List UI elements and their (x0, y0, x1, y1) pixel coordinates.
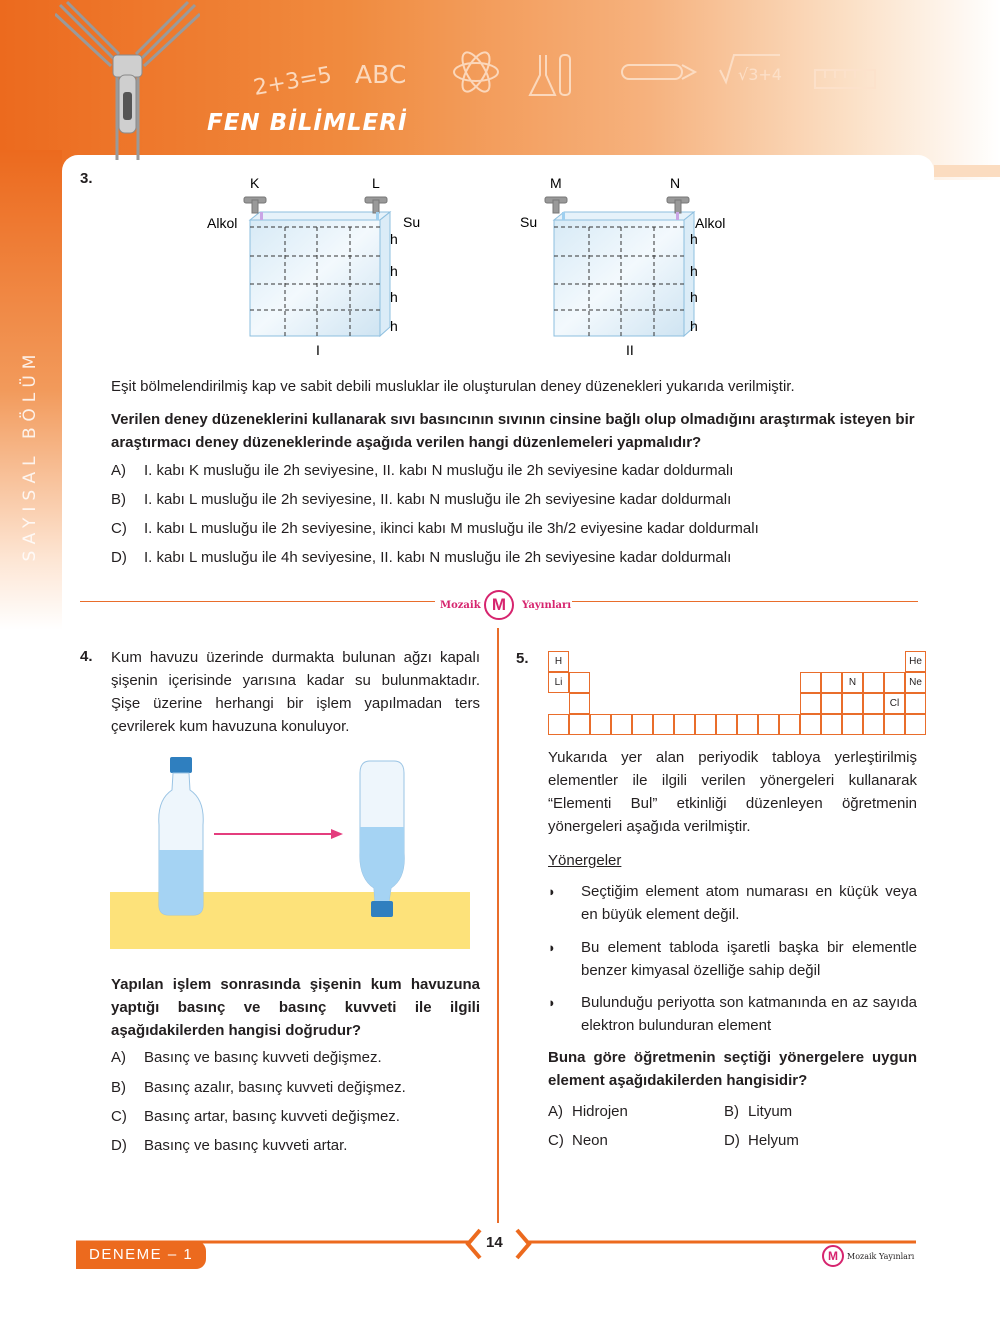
element-cell (842, 714, 863, 735)
level-h: h (390, 289, 398, 305)
element-cell (548, 714, 569, 735)
science-doodles (250, 50, 890, 110)
bullet-icon: ◗ (548, 884, 556, 899)
doodle-abc: ABC (355, 60, 407, 89)
liquid-alkol-2: Alkol (695, 215, 726, 231)
level-h: h (690, 231, 698, 247)
tap-L: L (372, 175, 380, 191)
tap-N: N (670, 175, 681, 191)
q5-intro: Yukarıda yer alan periyodik tabloya yerleştirilmiş elementler ile ilgili verilen yönergeleri kullanarak “Elementi Bul” etkinliği düzenleyen öğretmenin yönergeleri aşağıda verilmiştir. (548, 749, 917, 835)
q3-option-c[interactable]: C) I. kabı L musluğu ile 2h seviyesine, ikinci kabı M musluğu ile 3h/2 eviyesine kadar doldurmalı (111, 520, 759, 537)
element-cell (800, 693, 821, 714)
element-cell-n: N (842, 672, 863, 693)
tap-M: M (550, 175, 562, 191)
q4-option-a[interactable]: A) Basınç ve basınç kuvveti değişmez. (111, 1049, 382, 1066)
level-h: h (690, 289, 698, 305)
level-h: h (690, 263, 698, 279)
page-number: 14 (486, 1234, 503, 1251)
element-cell (905, 714, 926, 735)
subject-title: FEN BİLİMLERİ (207, 110, 408, 136)
roman-I: I (316, 342, 320, 358)
tap-K: K (250, 175, 260, 191)
guideline-2: Bu element tabloda işaretli başka bir elementle benzer kimyasal özelliğe sahip değil (581, 939, 917, 979)
element-cell (863, 693, 884, 714)
element-cell (884, 714, 905, 735)
setup-2-container (520, 175, 725, 358)
q3-question: Verilen deney düzeneklerini kullanarak sıvı basıncının sıvının cinsine bağlı olup olmadığını araştırmak isteyen bir araştırmacı deney düzeneklerinde aşağıda verilen hangi düzenlemeleri yapmalıdır? (111, 411, 915, 451)
q4-intro: Kum havuzu üzerinde durmakta bulunan ağzı kapalı şişenin içerisinde yarısına kadar su bulunmaktadır. Şişe üzerine herhangi bir işlem yapılmadan ters çevrilerek kum havuzuna konuluyor. (111, 649, 480, 735)
liquid-su-2: Su (520, 214, 538, 230)
element-cell (758, 714, 779, 735)
q5-option-a[interactable]: A) Hidrojen (548, 1103, 628, 1120)
element-cell (590, 714, 611, 735)
zipper-illustration (55, 0, 200, 165)
bottle-figure (110, 755, 472, 950)
element-cell-ne: Ne (905, 672, 926, 693)
q5-option-b[interactable]: B) Lityum (724, 1103, 793, 1120)
divider-left (80, 601, 435, 602)
section-label: SAYISAL BÖLÜM (20, 348, 40, 562)
q3-option-d[interactable]: D) I. kabı L musluğu ile 4h seviyesine, II. kabı N musluğu ile 2h seviyesine kadar doldurmalı (111, 549, 732, 566)
guidelines-title: Yönergeler (548, 852, 622, 869)
level-h: h (690, 318, 698, 334)
question-5-number: 5. (516, 650, 529, 667)
q3-option-a[interactable]: A) I. kabı K musluğu ile 2h seviyesine, II. kabı N musluğu ile 2h seviyesine kadar doldurmalı (111, 462, 734, 479)
element-cell (779, 714, 800, 735)
doodle-sqrt: √3+4 (738, 65, 782, 84)
level-h: h (390, 263, 398, 279)
divider-right (572, 601, 918, 602)
element-cell (632, 714, 653, 735)
roman-II: II (626, 342, 634, 358)
q4-question: Yapılan işlem sonrasında şişenin kum havuzuna yaptığı basınç ve basınç kuvveti ile ilgili aşağıdakilerden hangisi doğrudur? (111, 976, 480, 1039)
element-cell (821, 672, 842, 693)
element-cell (863, 714, 884, 735)
element-cell-h: H (548, 651, 569, 672)
q4-option-b[interactable]: B) Basınç azalır, basınç kuvveti değişmez. (111, 1079, 406, 1096)
element-cell (569, 714, 590, 735)
element-cell (884, 672, 905, 693)
element-cell-li: Li (548, 672, 569, 693)
element-cell-cl: Cl (884, 693, 905, 714)
element-cell (737, 714, 758, 735)
liquid-su-1: Su (403, 214, 421, 230)
q5-option-d[interactable]: D) Helyum (724, 1132, 799, 1149)
element-cell (569, 693, 590, 714)
liquid-alkol-1: Alkol (207, 215, 238, 231)
setup-1-container (207, 175, 420, 358)
question-4-number: 4. (80, 648, 93, 665)
q3-option-b[interactable]: B) I. kabı L musluğu ile 2h seviyesine, II. kabı N musluğu ile 2h seviyesine kadar doldurmalı (111, 491, 732, 508)
publisher-logo: Mozaik M Yayınları (440, 589, 565, 623)
element-cell (800, 714, 821, 735)
element-cell (821, 693, 842, 714)
guideline-3: Bulunduğu periyotta son katmanında en az sayıda elektron bulunduran element (581, 994, 917, 1034)
q4-option-d[interactable]: D) Basınç ve basınç kuvveti artar. (111, 1137, 348, 1154)
footer-publisher-logo: M Mozaik Yayınları (822, 1245, 914, 1267)
element-cell (674, 714, 695, 735)
element-cell (821, 714, 842, 735)
bullet-icon: ◗ (548, 995, 556, 1010)
q3-figure (200, 170, 760, 360)
element-cell (695, 714, 716, 735)
q4-option-c[interactable]: C) Basınç artar, basınç kuvveti değişmez. (111, 1108, 400, 1125)
question-3-number: 3. (80, 170, 93, 187)
element-cell (569, 672, 590, 693)
element-cell-he: He (905, 651, 926, 672)
level-h: h (390, 318, 398, 334)
bullet-icon: ◗ (548, 940, 556, 955)
bottle-upright (159, 757, 203, 915)
guideline-1: Seçtiğim element atom numarası en küçük veya en büyük element değil. (581, 883, 917, 923)
doodle-formula: 2+3=5 (251, 62, 334, 101)
column-divider (497, 628, 499, 1223)
element-cell (611, 714, 632, 735)
element-cell (716, 714, 737, 735)
deneme-badge: DENEME – 1 (76, 1241, 206, 1269)
level-h: h (390, 231, 398, 247)
element-cell (863, 672, 884, 693)
element-cell (842, 693, 863, 714)
element-cell (800, 672, 821, 693)
header-strip (934, 165, 1000, 177)
element-cell (905, 693, 926, 714)
q3-intro: Eşit bölmelendirilmiş kap ve sabit debili musluklar ile oluşturulan deney düzenekleri yukarıda verilmiştir. (111, 378, 795, 395)
q5-question: Buna göre öğretmenin seçtiği yönergelere uygun element aşağıdakilerden hangisidir? (548, 1049, 917, 1089)
q5-option-c[interactable]: C) Neon (548, 1132, 608, 1149)
element-cell (653, 714, 674, 735)
